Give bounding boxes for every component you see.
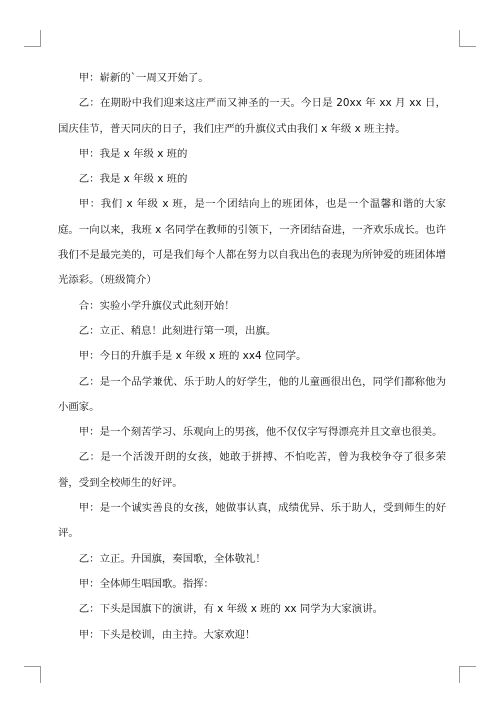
paragraph: 乙：是一个品学兼优、乐于助人的好学生，他的儿童画很出色，同学们都称他为小画家。 [58,375,446,413]
paragraph: 乙：我是 x 年级 x 班的 [78,173,188,186]
margin-mark-top-right [459,30,476,47]
document-body [58,66,446,648]
paragraph: 合：实验小学升旗仪式此刻开始！ [78,299,235,312]
paragraph: 乙：是一个活泼开朗的女孩，她敢于拼搏、不怕吃苦，曾为我校争夺了很多荣誉，受到全校师生的好评。 [58,451,446,489]
paragraph: 甲：是一个刻苦学习、乐观向上的男孩，他不仅仅字写得漂亮并且文章也很美。 [78,426,443,439]
margin-mark-top-left [24,30,41,47]
paragraph: 乙：立正、稍息！此刻进行第一项，出旗。 [78,324,277,337]
paragraph: 乙：下头是国旗下的演讲，有 x 年级 x 班的 xx 同学为大家演讲。 [78,603,383,616]
paragraph: 乙：在期盼中我们迎来这庄严而又神圣的一天。今日是 20xx 年 xx 月 xx 日，国庆佳节，普天同庆的日子，我们庄严的升旗仪式由我们 x 年级 x 班主持。 [58,97,446,135]
paragraph: 甲：下头是校训，由主持。大家欢迎！ [78,628,256,641]
paragraph: 甲：我们 x 年级 x 班，是一个团结向上的班团体，也是一个温馨和谐的大家庭。一向以来，我班 x 名同学在教师的引领下，一齐团结奋进，一齐欢乐成长。也许我们不是最完美的，可是我们每个人都在努力以自我出色的表现为所钟爱的班团体增光添彩。（班级简介） [58,198,446,287]
paragraph: 甲：是一个诚实善良的女孩，她做事认真，成绩优异、乐于助人，受到师生的好评。 [58,502,446,540]
paragraph: 甲：崭新的`一周又开始了。 [78,72,209,84]
margin-mark-bottom-right [459,666,476,683]
paragraph: 甲：全体师生唱国歌。指挥： [78,577,214,590]
paragraph: 甲：今日的升旗手是 x 年级 x 班的 xx4 位同学。 [78,350,307,363]
paragraph: 乙：立正。升国旗，奏国歌，全体敬礼！ [78,552,266,565]
paragraph: 甲：我是 x 年级 x 班的 [78,147,188,160]
margin-mark-bottom-left [24,666,41,683]
